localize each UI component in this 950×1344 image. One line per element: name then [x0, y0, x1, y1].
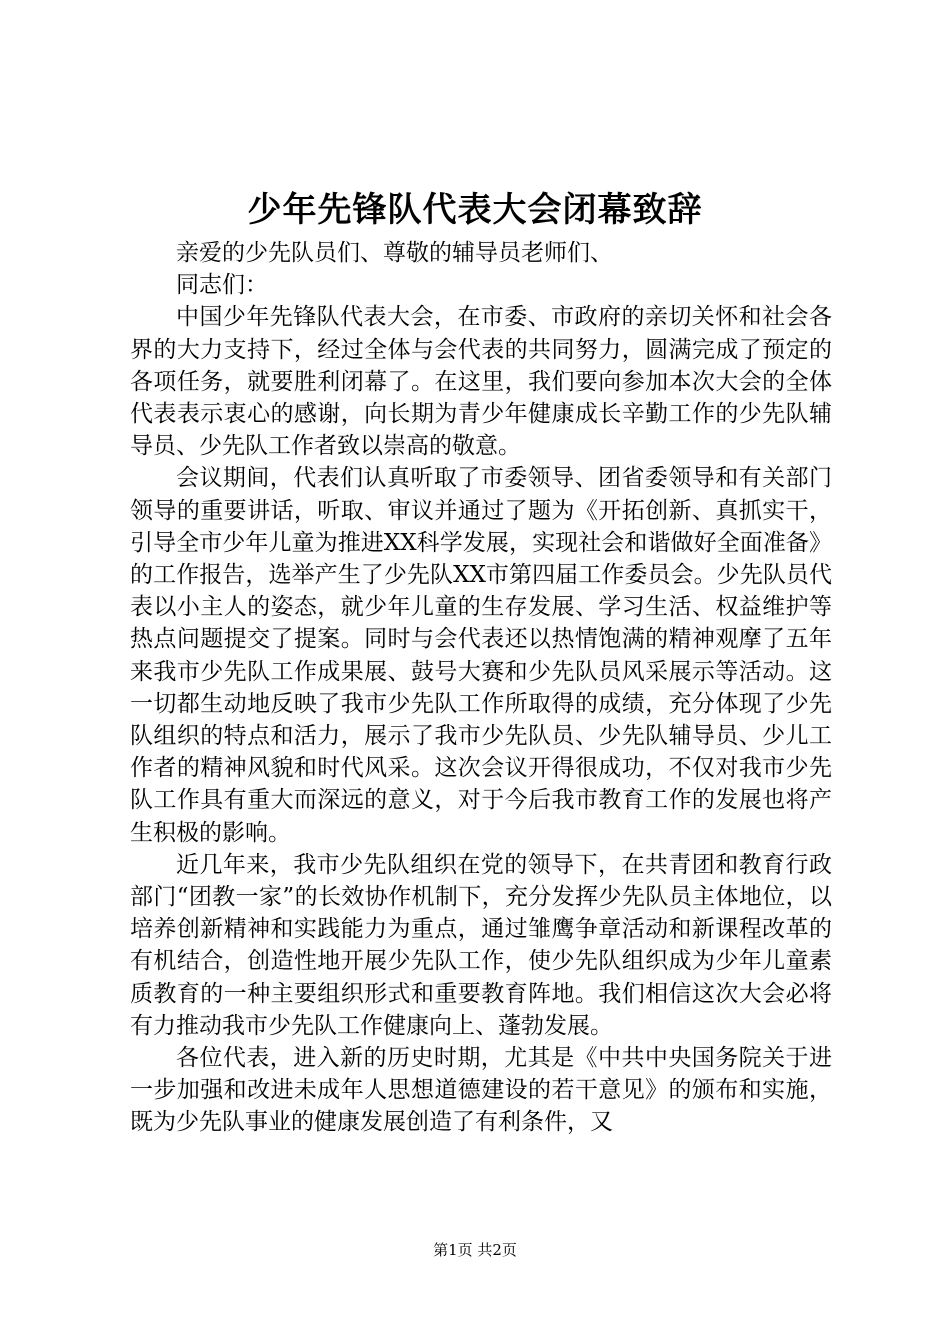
paragraph-2: 会议期间，代表们认真听取了市委领导、团省委领导和有关部门领导的重要讲话，听取、审议并通过了题为《开拓创新、真抓实干，引导全市少年儿童为推进XX科学发展，实现社会和谐做好全面准备》的工作报告，选举产生了少先队XX市第四届工作委员会。少先队员代表以小主人的姿态，就少年儿童的生存发展、学习生活、权益维护等热点问题提交了提案。同时与会代表还以热情饱满的精神观摩了五年来我市少先队工作成果展、鼓号大赛和少先队员风采展示等活动。这一切都生动地反映了我市少先队工作所取得的成绩，充分体现了少先队组织的特点和活力，展示了我市少先队员、少先队辅导员、少儿工作者的精神风貌和时代风采。这次会议开得很成功，不仅对我市少先队工作具有重大而深远的意义，对于今后我市教育工作的发展也将产生积极的影响。 — [130, 465, 832, 846]
document-body — [130, 237, 832, 1139]
paragraph-3: 近几年来，我市少先队组织在党的领导下，在共青团和教育行政部门“团教一家”的长效协作机制下，充分发挥少先队员主体地位，以培养创新精神和实践能力为重点，通过雏鹰争章活动和新课程改革的有机结合，创造性地开展少先队工作，使少先队组织成为少年儿童素质教育的一种主要组织形式和重要教育阵地。我们相信这次大会必将有力推动我市少先队工作健康向上、蓬勃发展。 — [130, 851, 832, 1039]
page-footer — [0, 1240, 950, 1260]
salutation-line-1: 亲爱的少先队员们、尊敬的辅导员老师们、 — [176, 240, 613, 266]
paragraph-4: 各位代表，进入新的历史时期，尤其是《中共中央国务院关于进一步加强和改进未成年人思想道德建设的若干意见》的颁布和实施，既为少先队事业的健康发展创造了有利条件，又 — [130, 1045, 832, 1136]
page-number: 第1页 — [433, 1241, 473, 1259]
document-title: 少年先锋队代表大会闭幕致辞 — [247, 190, 703, 230]
salutation-line-2: 同志们： — [176, 272, 268, 299]
page-total: 共2页 — [477, 1241, 517, 1259]
paragraph-1: 中国少年先锋队代表大会，在市委、市政府的亲切关怀和社会各界的大力支持下，经过全体与会代表的共同努力，圆满完成了预定的各项任务，就要胜利闭幕了。在这里，我们要向参加本次大会的全体代表表示衷心的感谢，向长期为青少年健康成长辛勤工作的少先队辅导员、少先队工作者致以崇高的敬意。 — [130, 304, 832, 460]
